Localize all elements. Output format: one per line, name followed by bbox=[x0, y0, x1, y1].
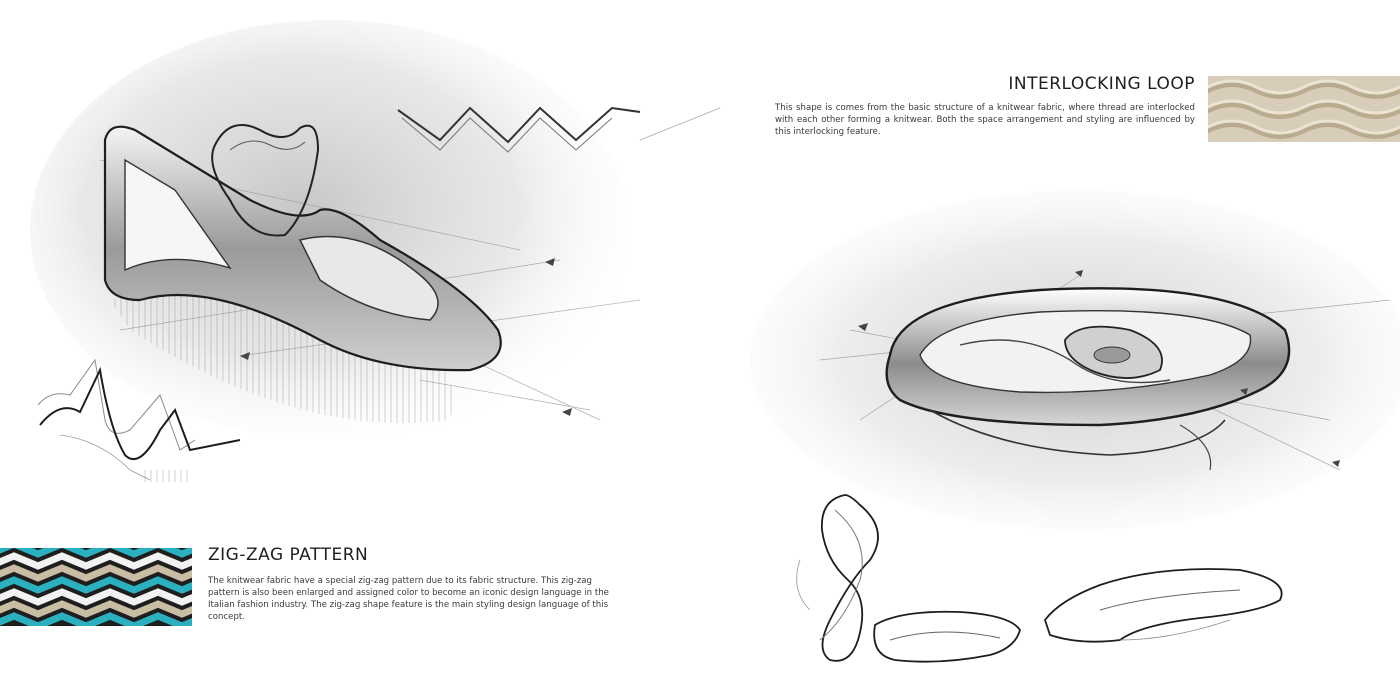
zigzag-pattern-description: The knitwear fabric have a special zig-zag pattern due to its fabric structure. This zig-zag pattern is also been enlarged and assigned color to become an iconic design language in the Italian fashion industry. The zig-zag shape feature is the main styling design language of this concept. bbox=[208, 576, 609, 622]
zigzag-pattern-caption bbox=[208, 545, 626, 623]
zigzag-seat-sketch bbox=[30, 20, 720, 440]
interlocking-loop-description: This shape is comes from the basic structure of a knitwear fabric, where thread are interlocked with each other forming a knitwear. Both the space arrangement and styling are influenced by this interlocking feature. bbox=[775, 103, 1195, 137]
zigzag-fabric-swatch bbox=[0, 548, 192, 626]
zigzag-pattern-title: ZIG-ZAG PATTERN bbox=[208, 545, 369, 565]
interlocking-loop-title: INTERLOCKING LOOP bbox=[1008, 74, 1195, 94]
knitwear-fabric-swatch bbox=[1208, 76, 1400, 142]
interlocking-loop-caption bbox=[775, 74, 1195, 138]
interlocking-loop-sketch bbox=[750, 190, 1400, 530]
